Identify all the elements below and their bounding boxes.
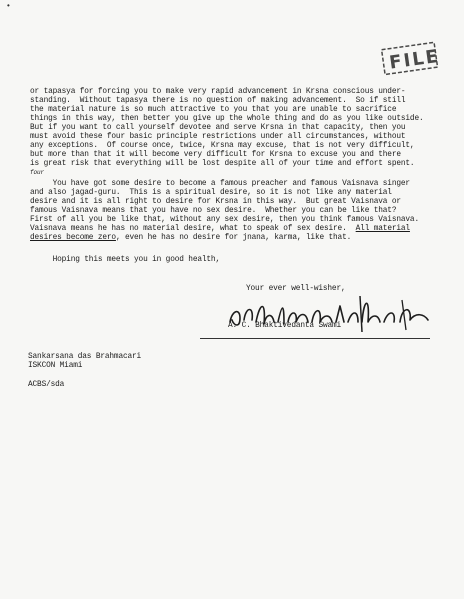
initials: ACBS/sda xyxy=(28,381,65,389)
valediction: Your ever well-wisher, xyxy=(246,285,346,293)
body-text: Vaisnava means he has no material desire, what to speak of sex desire. xyxy=(30,225,347,233)
file-stamp xyxy=(380,40,440,75)
closing-line: Hoping this meets you in good health, xyxy=(30,256,220,264)
handwritten-insert: four xyxy=(30,169,44,176)
body-line: desire and it is all right to desire for Krsna in this way. But great Vaisnava or xyxy=(30,198,401,206)
body-line: the material nature is so much attractive to you that you are unable to sacrifice xyxy=(30,106,397,114)
recipient-place: ISKCON Miami xyxy=(28,362,83,370)
body-line xyxy=(30,234,351,243)
body-line: must avoid these four basic principle restrictions under all circumstances, without xyxy=(30,133,406,141)
body-line: and also jagad-guru. This is a spiritual desire, so it is not like any material xyxy=(30,189,392,197)
signature-line xyxy=(200,338,430,339)
corner-mark: • xyxy=(6,2,11,11)
body-line: any exceptions. Of course once, twice, Krsna may excuse, that is not very difficult, xyxy=(30,142,415,150)
body-line: or tapasya for forcing you to make very rapid advancement in Krsna conscious under- xyxy=(30,88,406,96)
body-line: But if you want to call yourself devotee and serve Krsna in that capacity, then you xyxy=(30,124,406,132)
body-text: , even he has no desire for jnana, karma, like that. xyxy=(115,234,352,242)
underlined-phrase: desires become zero xyxy=(30,234,116,242)
body-line: but more than that it will become very difficult for Krsna to excuse you and there xyxy=(30,151,401,159)
body-line: things in this way, then better you give up the whole thing and do as you like outside. xyxy=(30,115,424,123)
body-line: standing. Without tapasya there is no question of making advancement. So if still xyxy=(30,97,406,105)
body-line: famous Vaisnava means that you have no sex desire. Whether you can be like that? xyxy=(30,207,397,215)
file-stamp-graphic xyxy=(380,40,440,78)
underlined-phrase: All material xyxy=(355,225,410,233)
body-line: is great risk that everything will be lost despite all of your time and effort spent. xyxy=(30,160,415,168)
svg-text:FILE: FILE xyxy=(388,45,440,74)
signature-name: A. C. Bhaktivedanta Swami xyxy=(228,322,342,330)
body-line: You have got some desire to become a famous preacher and famous Vaisnava singer xyxy=(30,180,410,188)
body-line xyxy=(30,225,410,234)
body-line: First of all you be like that, without any sex desire, then you think famous Vaisnava. xyxy=(30,216,419,224)
recipient-name: Sankarsana das Brahmacari xyxy=(28,353,142,361)
